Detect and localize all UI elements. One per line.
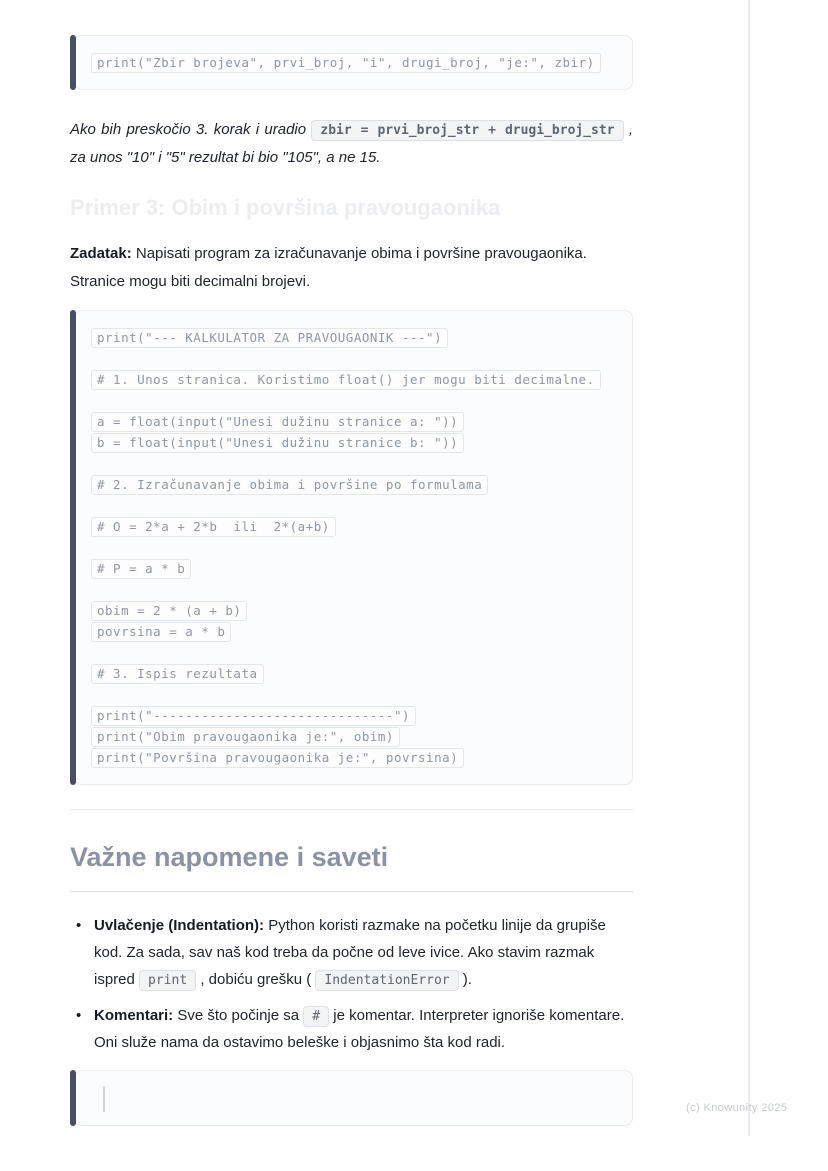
code-line xyxy=(91,747,616,768)
code-line xyxy=(91,663,616,684)
code-block-empty[interactable] xyxy=(70,1070,633,1126)
code-line xyxy=(91,369,616,390)
list-item xyxy=(70,912,633,993)
bullet-text: , dobiću grešku ( xyxy=(196,971,316,988)
code-line xyxy=(91,621,616,642)
page-edge-line xyxy=(748,0,750,1136)
document-content xyxy=(70,35,633,1126)
bullet-text: Sve što počinje sa xyxy=(173,1007,304,1024)
bullet-text: je komentar. Interpreter ignoriše komentare. Oni služe nama da ostavimo beleške i objasnimo šta kod radi. xyxy=(94,1007,625,1051)
code-line xyxy=(91,537,616,558)
note-text-before: Ako bih preskočio 3. korak i uradio xyxy=(70,121,312,138)
code-text: # 1. Unos stranica. Koristimo float() jer mogu biti decimalne. xyxy=(91,370,601,390)
code-line xyxy=(91,579,616,600)
inline-code-print: print xyxy=(139,970,196,991)
code-text: povrsina = a * b xyxy=(91,622,231,642)
code-text: print("Obim pravougaonika je:", obim) xyxy=(91,727,400,747)
watermark-text: (c) Knowunity 2025 xyxy=(686,1102,788,1114)
code-line xyxy=(91,327,616,348)
code-block-rectangle-box[interactable] xyxy=(74,310,633,785)
note-text-after: , za unos "10" i "5" rezultat bi bio "105", a ne 15. xyxy=(70,121,634,166)
task-text: Napisati program za izračunavanje obima i površine pravougaonika. Stranice mogu biti decimalni brojevi. xyxy=(70,245,587,290)
code-block-accent-bar xyxy=(70,1070,76,1126)
task-paragraph xyxy=(70,240,633,296)
code-line xyxy=(91,432,616,453)
code-block-empty-box[interactable] xyxy=(74,1070,633,1126)
code-block-sum[interactable] xyxy=(70,35,633,90)
code-block-sum-box[interactable] xyxy=(74,35,633,90)
code-line xyxy=(91,453,616,474)
inline-code-indentationerror: IndentationError xyxy=(315,970,458,991)
code-text: # P = a * b xyxy=(91,559,191,579)
inline-code-zbir: zbir = prvi_broj_str + drugi_broj_str xyxy=(311,120,623,141)
notes-list xyxy=(70,912,633,1056)
list-item xyxy=(70,1002,633,1056)
code-text: print("Zbir brojeva", prvi_broj, "i", drugi_broj, "je:", zbir) xyxy=(91,53,601,73)
code-block-rectangle[interactable] xyxy=(70,310,633,785)
divider xyxy=(70,809,633,810)
code-line xyxy=(91,52,616,73)
bullet-label: Uvlačenje (Indentation): xyxy=(94,917,265,934)
code-block-accent-bar xyxy=(70,310,76,785)
code-text: # 3. Ispis rezultata xyxy=(91,664,264,684)
code-line xyxy=(91,558,616,579)
code-text: obim = 2 * (a + b) xyxy=(91,601,247,621)
code-text: print("Površina pravougaonika je:", povrsina) xyxy=(91,748,464,768)
faded-heading-primer3: Primer 3: Obim i površina pravougaonika xyxy=(70,195,501,220)
code-block-accent-bar xyxy=(70,35,76,90)
code-line xyxy=(91,348,616,369)
code-line xyxy=(91,474,616,495)
text-cursor xyxy=(103,1086,105,1112)
task-label: Zadatak: xyxy=(70,245,132,262)
code-text: # 2. Izračunavanje obima i površine po formulama xyxy=(91,475,488,495)
code-line xyxy=(91,684,616,705)
code-line xyxy=(91,516,616,537)
code-text: # O = 2*a + 2*b ili 2*(a+b) xyxy=(91,517,336,537)
code-line xyxy=(91,390,616,411)
code-text: a = float(input("Unesi dužinu stranice a: ")) xyxy=(91,412,464,432)
code-line xyxy=(91,600,616,621)
bullet-text: ). xyxy=(458,971,472,988)
note-paragraph xyxy=(70,116,633,172)
bullet-text: Python koristi razmake na početku linije da grupiše kod. Za sada, sav naš kod treba da počne od leve ivice. Ako stavim razmak ispred xyxy=(94,917,606,988)
code-line xyxy=(91,411,616,432)
code-line xyxy=(91,642,616,663)
code-text: b = float(input("Unesi dužinu stranice b: ")) xyxy=(91,433,464,453)
code-text: print("--- KALKULATOR ZA PRAVOUGAONIK ---") xyxy=(91,328,448,348)
bullet-label: Komentari: xyxy=(94,1007,174,1024)
code-line xyxy=(91,495,616,516)
section-heading-notes: Važne napomene i saveti xyxy=(70,840,633,892)
code-line xyxy=(91,726,616,747)
code-text: print("------------------------------") xyxy=(91,706,416,726)
inline-code-hash: # xyxy=(303,1006,329,1027)
code-line xyxy=(91,705,616,726)
